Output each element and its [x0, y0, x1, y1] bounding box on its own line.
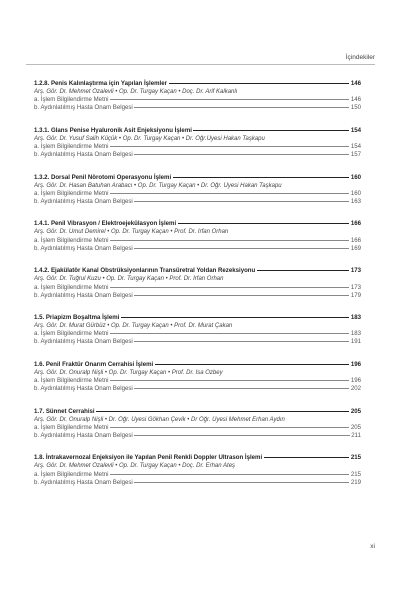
toc-entry-title[interactable]: 1.5. Priapizm Boşaltma İşlemi — [34, 313, 120, 321]
toc-subentry-row[interactable] — [34, 284, 361, 292]
toc-entry-title-row[interactable] — [34, 454, 361, 462]
toc-subentry-label[interactable]: b. Aydınlatılmış Hasta Onam Belgesi — [34, 198, 133, 205]
dot-leader — [257, 270, 350, 271]
toc-subentry-row[interactable] — [34, 338, 361, 346]
toc-entry-title[interactable]: 1.4.1. Penil Vibrasyon / Elektroejekülasyon İşlemi — [34, 220, 177, 228]
toc-subentry-label[interactable]: a. İşlem Bilgilendirme Metni — [34, 190, 109, 197]
toc-subentry-row[interactable] — [34, 104, 361, 112]
toc-subentry-page: 166 — [350, 236, 361, 244]
toc-entry-title-row[interactable] — [34, 174, 361, 182]
toc-subentry-label[interactable]: a. İşlem Bilgilendirme Metni — [34, 96, 109, 104]
toc-entry-page: 183 — [350, 313, 361, 321]
dot-leader — [264, 457, 350, 458]
toc-subentry-label[interactable]: b. Aydınlatılmış Hasta Onam Belgesi — [34, 104, 133, 112]
toc-entry-title-row[interactable] — [34, 267, 361, 275]
toc-subentry-page: 146 — [350, 96, 361, 104]
toc-subentry-label[interactable]: b. Aydınlatılmış Hasta Onam Belgesi — [34, 338, 133, 346]
toc-subentry-label[interactable]: b. Aydınlatılmış Hasta Onam Belgesi — [34, 151, 133, 159]
toc-entry-authors: Arş. Gör. Dr. Hasan Batuhan Arabacı • Op. Dr. Turgay Kaçan • Dr. Öğr. Üyesi Hakan Taşkapu — [34, 182, 282, 189]
toc-entry — [34, 267, 361, 299]
dot-leader — [193, 130, 349, 131]
toc-entry-title-row[interactable] — [34, 314, 361, 322]
dot-leader — [134, 482, 349, 483]
toc-entry-page: 215 — [350, 454, 361, 462]
toc-entry — [34, 454, 361, 486]
toc-subentry-page: 154 — [350, 143, 361, 151]
toc-subentry-row[interactable] — [34, 245, 361, 253]
toc-subentry-page: 196 — [350, 377, 361, 385]
dot-leader — [110, 240, 349, 241]
dot-leader — [110, 99, 349, 100]
toc-entry-title[interactable]: 1.4.2. Ejakülatör Kanal Obstrüksiyonlarının Transüretral Yoldan Rezeksiyonu — [34, 267, 256, 275]
toc-entry — [34, 361, 361, 393]
toc-subentry-page: 160 — [350, 190, 361, 197]
dot-leader — [134, 107, 349, 108]
toc-subentry-row[interactable] — [34, 143, 361, 151]
toc-subentry-label[interactable]: b. Aydınlatılmış Hasta Onam Belgesi — [34, 291, 133, 299]
toc-entry-title[interactable]: 1.2.8. Penis Kalınlaştırma için Yapılan İşlemler — [34, 80, 167, 87]
toc-entry-page: 154 — [350, 126, 361, 134]
toc-subentry-row[interactable] — [34, 479, 361, 487]
toc-subentry-row[interactable] — [34, 237, 361, 245]
toc-entry-authors: Arş. Gör. Dr. Umut Demirel • Op. Dr. Turgay Kaçan • Prof. Dr. İrfan Orhan — [34, 229, 229, 236]
toc-subentry-page: 179 — [350, 291, 361, 299]
toc-entry-authors: Arş. Gör. Dr. Onuralp Nişli • Op. Dr. Turgay Kaçan • Prof. Dr. İsa Özbey — [34, 369, 223, 376]
toc-entry-title[interactable]: 1.3.2. Dorsal Penil Nörotomi Operasyonu İşlemi — [34, 173, 172, 181]
toc-subentry-row[interactable] — [34, 432, 361, 440]
toc-entry — [34, 127, 361, 159]
toc-subentry-row[interactable] — [34, 190, 361, 198]
toc-entry-authors: Arş. Gör. Dr. Mehmet Özalevli • Op. Dr. Turgay Kaçan • Doç. Dr. Arif Kalkanlı — [34, 89, 238, 95]
dot-leader — [178, 223, 350, 224]
toc-subentry-row[interactable] — [34, 292, 361, 300]
dot-leader — [155, 364, 350, 365]
dot-leader — [173, 177, 350, 178]
dot-leader — [169, 83, 350, 84]
toc-subentry-label[interactable]: a. İşlem Bilgilendirme Metni — [34, 143, 109, 151]
toc-entry-title-row[interactable] — [34, 220, 361, 228]
toc-entry-page: 146 — [350, 80, 361, 87]
dot-leader — [134, 295, 349, 296]
toc-entry-authors: Arş. Gör. Dr. Onuralp Nişli • Dr. Öğr. Üyesi Gökhan Çevik • Dr Öğr. Üyesi Mehmet Erhan Aydın — [34, 416, 285, 423]
toc-entry — [34, 408, 361, 440]
dot-leader — [134, 435, 349, 436]
toc-subentry-row[interactable] — [34, 424, 361, 432]
toc-subentry-row[interactable] — [34, 198, 361, 206]
toc-subentry-page: 205 — [350, 423, 361, 431]
toc-subentry-label[interactable]: a. İşlem Bilgilendirme Metni — [34, 470, 109, 478]
running-header: İçindekiler — [345, 54, 375, 61]
toc-entry — [34, 314, 361, 346]
toc-entry-title-row[interactable] — [34, 408, 361, 416]
toc-subentry-page: 169 — [350, 244, 361, 252]
dot-leader — [96, 411, 349, 412]
toc-entry-title[interactable]: 1.3.1. Glans Penise Hyaluronik Asit Enjeksiyonu İşlemi — [34, 126, 192, 134]
dot-leader — [110, 146, 349, 147]
toc-subentry-row[interactable] — [34, 471, 361, 479]
dot-leader — [110, 193, 349, 194]
table-of-contents — [34, 80, 361, 501]
toc-entry-authors: Arş. Gör. Dr. Mehmet Özalevli • Op. Dr. Turgay Kaçan • Doç. Dr. Erhan Ateş — [34, 463, 236, 470]
toc-subentry-page: 202 — [350, 385, 361, 393]
toc-subentry-page: 215 — [350, 470, 361, 478]
toc-subentry-row[interactable] — [34, 151, 361, 159]
toc-subentry-label[interactable]: a. İşlem Bilgilendirme Metni — [34, 330, 109, 338]
toc-entry-authors: Arş. Gör. Dr. Yusuf Salih Küçük • Op. Dr. Turgay Kaçan • Dr. Öğr.Üyesi Hakan Taşkapu — [34, 135, 265, 142]
toc-entry-authors: Arş. Gör. Dr. Tuğrul Kuzu • Op. Dr. Turgay Kaçan • Prof. Dr. İrfan Orhan — [34, 276, 224, 283]
dot-leader — [110, 474, 349, 475]
toc-subentry-row[interactable] — [34, 96, 361, 104]
toc-subentry-page: 163 — [350, 198, 361, 205]
dot-leader — [134, 248, 349, 249]
toc-subentry-label[interactable]: b. Aydınlatılmış Hasta Onam Belgesi — [34, 478, 133, 486]
toc-entry-title[interactable]: 1.8. İntrakavernozal Enjeksiyon ile Yapılan Penil Renkli Doppler Ultrason İşlemi — [34, 454, 263, 462]
toc-subentry-row[interactable] — [34, 330, 361, 338]
toc-entry-title[interactable]: 1.6. Penil Fraktür Onarım Cerrahisi İşlemi — [34, 360, 154, 368]
toc-entry-page: 205 — [350, 407, 361, 415]
toc-subentry-row[interactable] — [34, 377, 361, 385]
page-number: xi — [370, 543, 375, 550]
dot-leader — [110, 333, 349, 334]
toc-subentry-page: 219 — [350, 478, 361, 486]
toc-subentry-page: 183 — [350, 330, 361, 338]
toc-entry-authors: Arş. Gör. Dr. Murat Gürbüz • Op. Dr. Turgay Kaçan • Prof. Dr. Murat Çakan — [34, 322, 233, 329]
dot-leader — [110, 427, 349, 428]
toc-entry-page: 196 — [350, 360, 361, 368]
toc-entry — [34, 220, 361, 252]
toc-entry-title-row[interactable] — [34, 127, 361, 135]
toc-subentry-label[interactable]: a. İşlem Bilgilendirme Metni — [34, 377, 109, 385]
dot-leader — [134, 154, 349, 155]
toc-entry-title[interactable]: 1.7. Sünnet Cerrahisi — [34, 407, 95, 415]
dot-leader — [110, 380, 349, 381]
toc-subentry-page: 211 — [351, 431, 361, 439]
toc-entry-title-row[interactable] — [34, 80, 361, 88]
toc-entry — [34, 174, 361, 206]
toc-subentry-page: 191 — [350, 338, 361, 346]
toc-subentry-label[interactable]: b. Aydınlatılmış Hasta Onam Belgesi — [34, 431, 133, 439]
dot-leader — [134, 201, 349, 202]
toc-entry-page: 166 — [350, 220, 361, 228]
dot-leader — [121, 317, 349, 318]
toc-subentry-row[interactable] — [34, 385, 361, 393]
toc-subentry-page: 150 — [350, 104, 361, 112]
toc-subentry-page: 173 — [350, 283, 361, 291]
dot-leader — [134, 341, 349, 342]
dot-leader — [134, 388, 349, 389]
toc-entry-title-row[interactable] — [34, 361, 361, 369]
toc-subentry-label[interactable]: b. Aydınlatılmış Hasta Onam Belgesi — [34, 244, 133, 252]
toc-subentry-page: 157 — [350, 151, 361, 159]
toc-subentry-label[interactable]: a. İşlem Bilgilendirme Metni — [34, 283, 109, 291]
toc-subentry-label[interactable]: a. İşlem Bilgilendirme Metni — [34, 236, 109, 244]
header-divider — [26, 64, 375, 65]
toc-entry-page: 173 — [350, 267, 361, 275]
toc-subentry-label[interactable]: a. İşlem Bilgilendirme Metni — [34, 423, 109, 431]
toc-entry-page: 160 — [350, 173, 361, 181]
toc-subentry-label[interactable]: b. Aydınlatılmış Hasta Onam Belgesi — [34, 385, 133, 393]
toc-entry — [34, 80, 361, 112]
dot-leader — [110, 287, 349, 288]
